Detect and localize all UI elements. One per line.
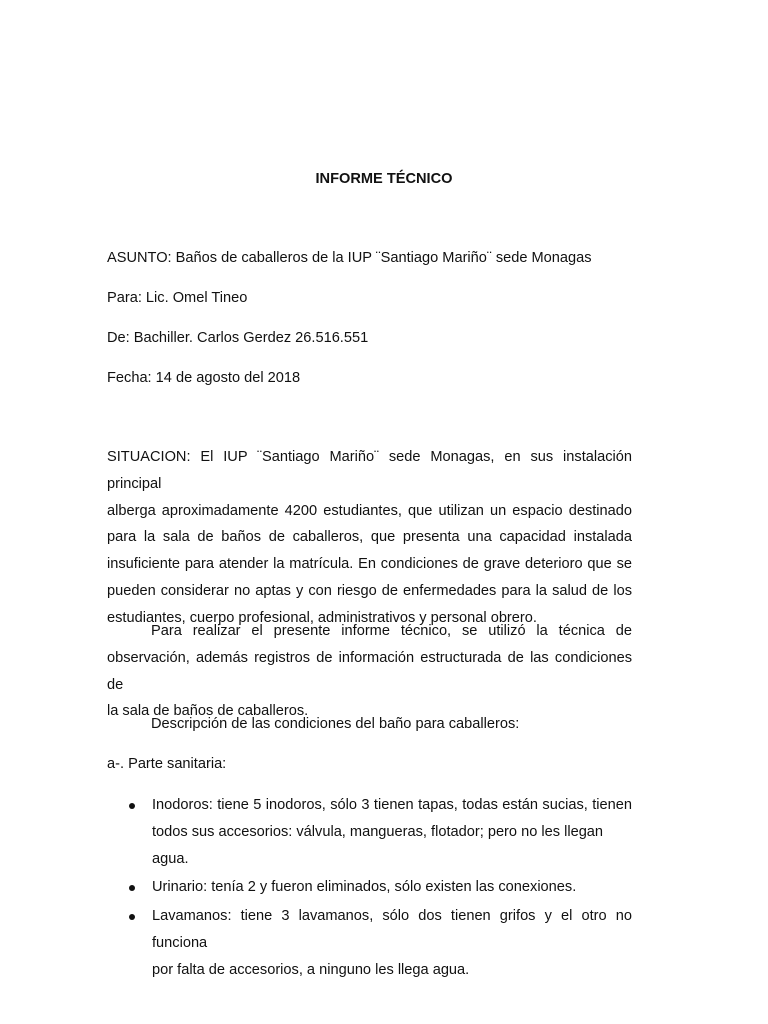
item-lavamanos-line-1: Lavamanos: tiene 3 lavamanos, sólo dos tienen grifos y el otro no funciona — [152, 908, 632, 951]
fecha-line: Fecha: 14 de agosto del 2018 — [107, 370, 301, 386]
bullet-icon — [129, 885, 135, 891]
situacion-line-4: insuficiente para atender la matrícula. En condiciones de grave deterioro que se — [107, 556, 632, 573]
descripcion-line: Descripción de las condiciones del baño para caballeros: — [151, 716, 520, 732]
list-item — [107, 792, 632, 872]
item-inodoros-line-2: todos sus accesorios: válvula, mangueras, flotador; pero no les llegan agua. — [152, 823, 604, 867]
situacion-line-6: estudiantes, cuerpo profesional, administrativos y personal obrero. — [107, 609, 537, 626]
metodo-line-1: Para realizar el presente informe técnico, se utilizó la técnica de — [151, 623, 632, 639]
situacion-line-5: pueden considerar no aptas y con riesgo de enfermedades para la salud de los — [107, 582, 632, 599]
de-line: De: Bachiller. Carlos Gerdez 26.516.551 — [107, 330, 369, 346]
situacion-line-3: para la sala de baños de caballeros, que presenta una capacidad instalada — [107, 529, 632, 546]
para-line: Para: Lic. Omel Tineo — [107, 290, 248, 306]
item-lavamanos-line-2: por falta de accesorios, a ninguno les llega agua. — [152, 961, 470, 978]
bullet-icon — [129, 914, 135, 920]
list-item — [107, 874, 632, 901]
metodo-line-2: observación, además registros de información estructurada de las condiciones de — [107, 649, 632, 693]
metodo-line-3: la sala de baños de caballeros. — [107, 703, 309, 720]
metodo-paragraph — [107, 618, 632, 725]
document-title: INFORME TÉCNICO — [315, 171, 453, 187]
situacion-line-2: alberga aproximadamente 4200 estudiantes, que utilizan un espacio destinado — [107, 502, 632, 519]
item-inodoros-line-1: Inodoros: tiene 5 inodoros, sólo 3 tienen tapas, todas están sucias, tienen — [152, 797, 632, 813]
item-urinario-line-1: Urinario: tenía 2 y fueron eliminados, sólo existen las conexiones. — [152, 879, 577, 896]
situacion-paragraph — [107, 444, 632, 632]
bullet-icon — [129, 803, 135, 809]
situacion-line-1: SITUACION: El IUP ¨Santiago Mariño¨ sede Monagas, en sus instalación principal — [107, 449, 632, 492]
asunto-line: ASUNTO: Baños de caballeros de la IUP ¨Santiago Mariño¨ sede Monagas — [107, 250, 592, 266]
seccion-a-heading: a-. Parte sanitaria: — [107, 756, 227, 772]
sanitary-list — [107, 792, 632, 986]
list-item — [107, 903, 632, 983]
